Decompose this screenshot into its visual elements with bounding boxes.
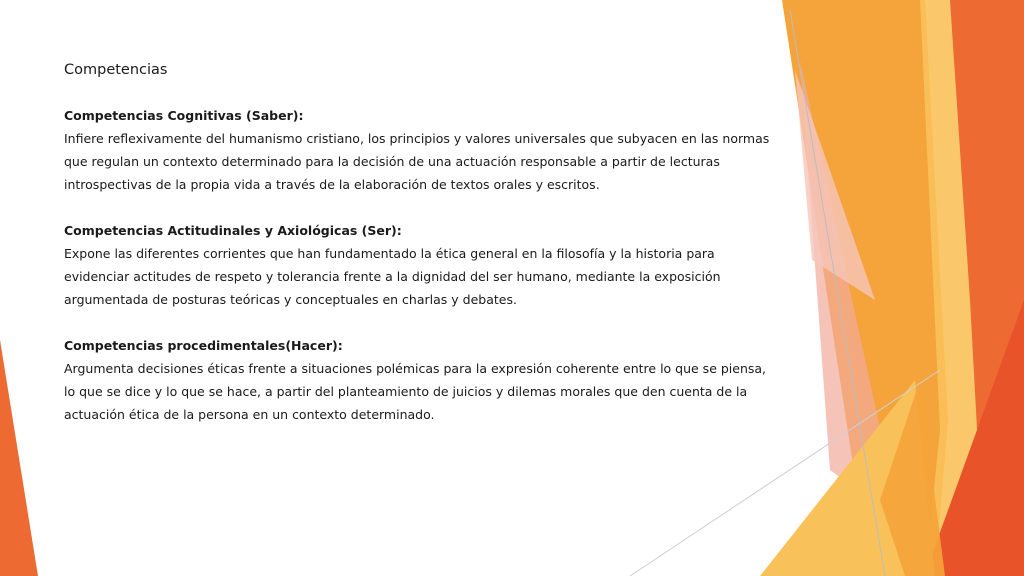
section-heading: Competencias Cognitivas (Saber): [64,108,304,123]
slide-content [64,58,774,449]
section-cognitivas [64,104,774,196]
section-procedimentales [64,334,774,426]
section-heading: Competencias Actitudinales y Axiológicas (Ser): [64,223,402,238]
slide-title: Competencias [64,62,168,78]
section-body: Argumenta decisiones éticas frente a situaciones polémicas para la expresión coherente entre lo que se piensa, lo que se dice y lo que se hace, a partir del planteamiento de juicios y dilemas morales que den cuenta de la actuación ética de la persona en un contexto determinado. [64,361,767,422]
left-edge-shape [0,340,38,576]
section-actitudinales [64,219,774,311]
section-body: Infiere reflexivamente del humanismo cristiano, los principios y valores universales que subyacen en las normas que regulan un contexto determinado para la decisión de una actuación responsable a partir de lecturas introspectivas de la propia vida a través de la elaboración de textos orales y escritos. [64,131,770,192]
section-body: Expone las diferentes corrientes que han fundamentado la ética general en la filosofía y la historia para evidenciar actitudes de respeto y tolerancia frente a la dignidad del ser humano, mediante la exposición argumentada de posturas teóricas y conceptuales en charlas y debates. [64,246,721,307]
section-heading: Competencias procedimentales(Hacer): [64,338,343,353]
